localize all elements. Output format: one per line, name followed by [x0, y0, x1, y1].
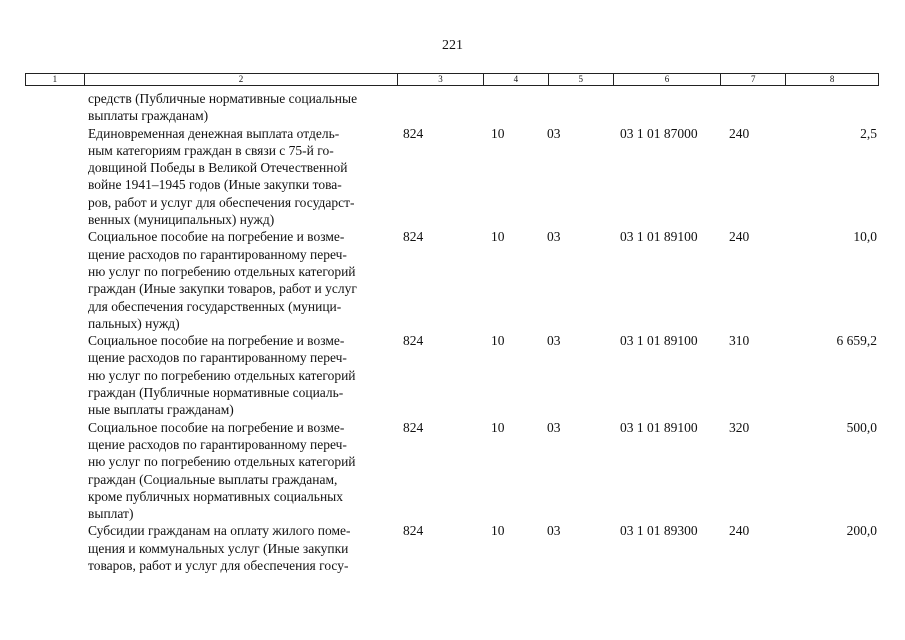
cell-subsection-code: 03	[547, 523, 561, 539]
table-column-header	[25, 73, 879, 86]
cell-amount: 6 659,2	[836, 333, 877, 349]
column-number-5: 5	[549, 74, 614, 85]
cell-subsection-code: 03	[547, 419, 561, 435]
cell-subsection-code: 03	[547, 333, 561, 349]
cell-amount: 10,0	[853, 229, 877, 245]
cell-expense-type: 240	[729, 229, 750, 245]
row-description-line: ню услуг по погребению отдельных категорий	[88, 367, 356, 383]
cell-target-article: 03 1 01 87000	[620, 125, 698, 141]
row-description-line: щение расходов по гарантированному переч-	[88, 246, 347, 262]
row-description-line: щение расходов по гарантированному переч-	[88, 350, 347, 366]
table-row	[25, 228, 879, 332]
cell-subsection-code: 03	[547, 125, 561, 141]
row-description	[88, 125, 398, 229]
cell-section-code: 10	[491, 333, 505, 349]
cell-section-code: 10	[491, 523, 505, 539]
cell-target-article: 03 1 01 89100	[620, 229, 698, 245]
row-description-line: граждан (Иные закупки товаров, работ и услуг	[88, 281, 357, 297]
table-row	[25, 419, 879, 523]
column-number-4: 4	[484, 74, 549, 85]
row-description-line: пальных) нужд)	[88, 315, 180, 331]
cell-ministry-code: 824	[403, 333, 424, 349]
page-number: 221	[442, 38, 463, 53]
column-number-8: 8	[829, 74, 835, 84]
budget-table-body	[25, 90, 879, 574]
column-number-6: 6	[614, 74, 722, 85]
row-description-line: для обеспечения государственных (муници-	[88, 298, 342, 314]
row-description-line: щение расходов по гарантированному переч-	[88, 436, 347, 452]
row-description-line: щения и коммунальных услуг (Иные закупки	[88, 540, 349, 556]
row-description-continuation: средств (Публичные нормативные социальные выплаты гражданам)	[88, 91, 358, 124]
column-number-7: 7	[721, 74, 786, 85]
cell-section-code: 10	[491, 229, 505, 245]
row-description-line: граждан (Социальные выплаты гражданам,	[88, 471, 338, 487]
table-row	[25, 522, 879, 574]
cell-target-article: 03 1 01 89100	[620, 333, 698, 349]
row-description	[88, 419, 398, 523]
row-description-line: войне 1941–1945 годов (Иные закупки това-	[88, 177, 342, 193]
cell-ministry-code: 824	[403, 419, 424, 435]
row-description-line: венных (муниципальных) нужд)	[88, 212, 275, 228]
cell-expense-type: 240	[729, 523, 750, 539]
row-description-line: ным категориям граждан в связи с 75-й го-	[88, 142, 334, 158]
row-description-line: ню услуг по погребению отдельных категорий	[88, 454, 356, 470]
cell-amount: 2,5	[860, 125, 877, 141]
table-row	[25, 125, 879, 229]
cell-amount: 200,0	[846, 523, 877, 539]
row-description-line: Единовременная денежная выплата отдель-	[88, 125, 340, 141]
column-number-3: 3	[398, 74, 484, 85]
row-description-line: ню услуг по погребению отдельных категорий	[88, 263, 356, 279]
row-description-line: ные выплаты гражданам)	[88, 402, 234, 418]
cell-subsection-code: 03	[547, 229, 561, 245]
cell-expense-type: 310	[729, 333, 750, 349]
row-description-line: выплат)	[88, 506, 134, 522]
row-description-line: Субсидии гражданам на оплату жилого поме-	[88, 523, 351, 539]
table-row-continuation	[25, 90, 879, 125]
row-description-line: товаров, работ и услуг для обеспечения госу-	[88, 558, 349, 574]
cell-ministry-code: 824	[403, 523, 424, 539]
row-description-line: Социальное пособие на погребение и возме-	[88, 333, 345, 349]
row-description-line: граждан (Публичные нормативные социаль-	[88, 385, 344, 401]
table-row	[25, 332, 879, 418]
cell-expense-type: 320	[729, 419, 750, 435]
column-number-2: 2	[85, 74, 398, 85]
cell-ministry-code: 824	[403, 229, 424, 245]
row-description	[88, 228, 398, 332]
row-description-line: кроме публичных нормативных социальных	[88, 488, 343, 504]
cell-expense-type: 240	[729, 125, 750, 141]
cell-target-article: 03 1 01 89300	[620, 523, 698, 539]
row-description-line: ров, работ и услуг для обеспечения государст-	[88, 194, 355, 210]
row-description-line: Социальное пособие на погребение и возме-	[88, 419, 345, 435]
cell-ministry-code: 824	[403, 125, 424, 141]
row-description	[88, 332, 398, 418]
cell-section-code: 10	[491, 419, 505, 435]
column-number-1: 1	[26, 74, 85, 85]
cell-amount: 500,0	[846, 419, 877, 435]
row-description-line: Социальное пособие на погребение и возме-	[88, 229, 345, 245]
cell-target-article: 03 1 01 89100	[620, 419, 698, 435]
cell-section-code: 10	[491, 125, 505, 141]
row-description	[88, 522, 398, 574]
row-description-line: довщиной Победы в Великой Отечественной	[88, 160, 348, 176]
